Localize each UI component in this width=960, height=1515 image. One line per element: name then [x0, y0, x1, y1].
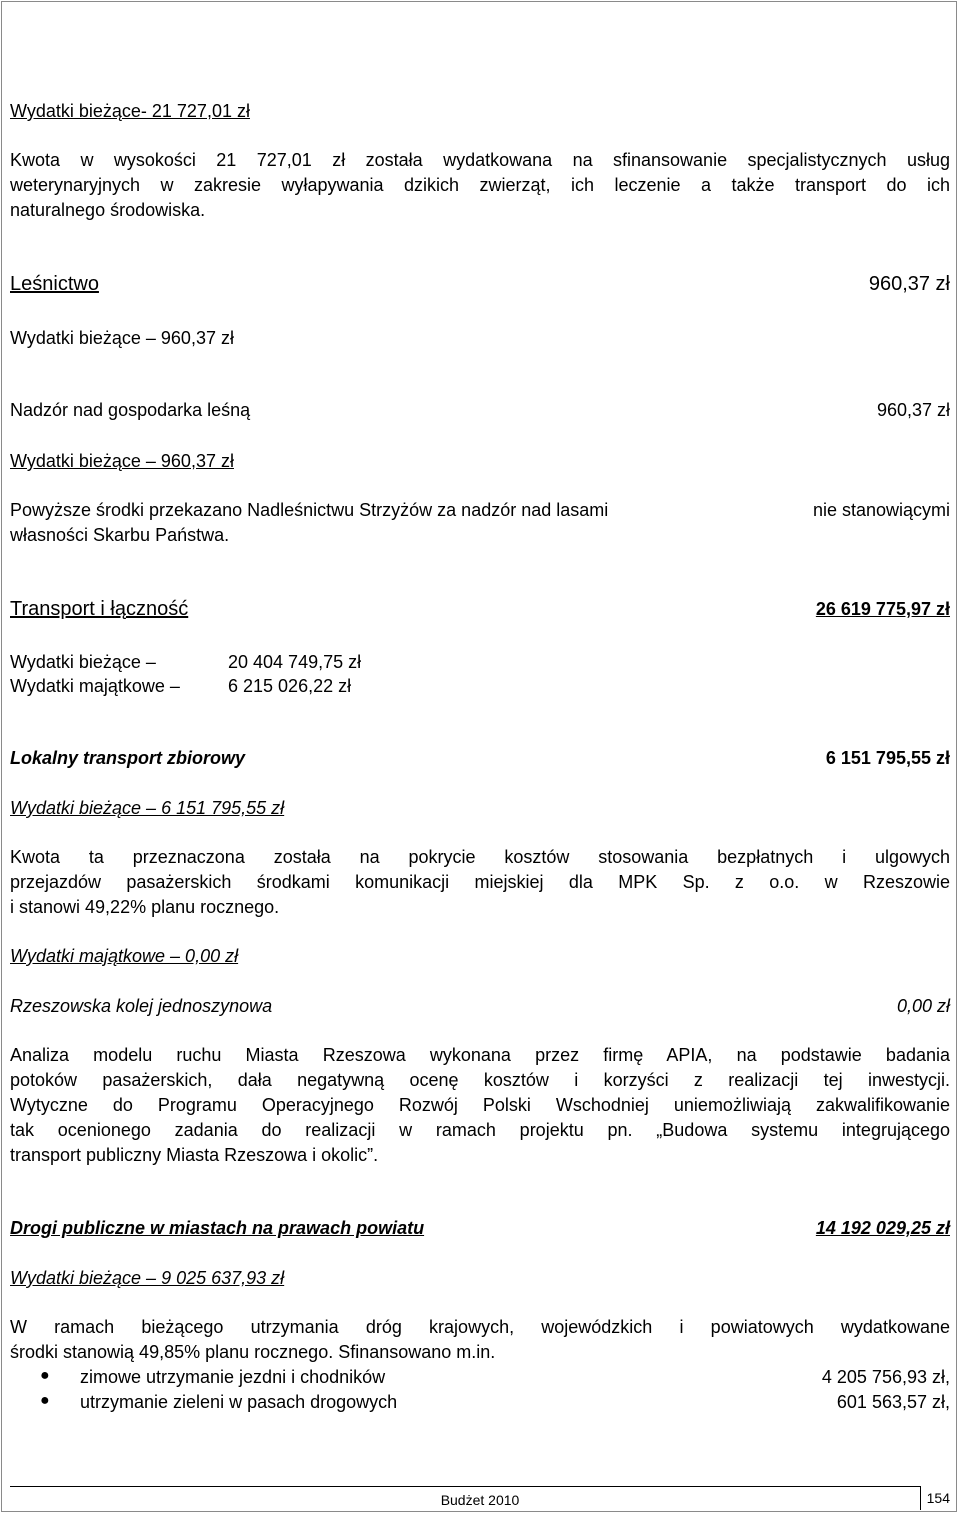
subsection-amount: 960,37 zł	[876, 400, 950, 420]
paragraph-line: przejazdów pasażerskich środkami komunikacji miejskiej dla MPK Sp. z o.o. w Rzeszowie	[10, 872, 950, 892]
paragraph-line: Analiza modelu ruchu Miasta Rzeszowa wykonana przez firmę APIA, na podstawie badania	[10, 1045, 950, 1065]
paragraph-line: Wytyczne do Programu Operacyjnego Rozwój Polski Wschodniej uniemożliwiają zakwalifikowanie	[10, 1095, 950, 1115]
subheading-wydatki: Wydatki bieżące – 9 025 637,93 zł	[10, 1268, 285, 1288]
paragraph-line: Kwota ta przeznaczona została na pokrycie kosztów stosowania bezpłatnych i ulgowych	[10, 847, 950, 867]
subheading-wydatki: Wydatki majątkowe – 0,00 zł	[10, 946, 239, 966]
bullet-item-amount: 4 205 756,93 zł,	[821, 1367, 950, 1387]
paragraph-text: Powyższe środki przekazano Nadleśnictwu Strzyżów za nadzór nad lasami	[10, 500, 609, 520]
section-amount: 26 619 775,97 zł	[815, 599, 950, 619]
paragraph-text: nie stanowiącymi	[812, 500, 950, 520]
subsection-amount: 6 151 795,55 zł	[825, 748, 950, 768]
subsection-title-kolej: Rzeszowska kolej jednoszynowa	[10, 996, 273, 1016]
section-title-drogi: Drogi publiczne w miastach na prawach powiatu	[10, 1218, 425, 1238]
expense-label: Wydatki bieżące –	[10, 652, 156, 672]
subheading-wydatki: Wydatki bieżące – 6 151 795,55 zł	[10, 798, 285, 818]
paragraph-line: Kwota w wysokości 21 727,01 zł została wydatkowana na sfinansowanie specjalistycznych usług	[10, 150, 950, 170]
paragraph-line: transport publiczny Miasta Rzeszowa i okolic”.	[10, 1145, 379, 1165]
bullet-item-amount: 601 563,57 zł,	[836, 1392, 950, 1412]
paragraph-line: naturalnego środowiska.	[10, 200, 206, 220]
bullet-item-label: utrzymanie zieleni w pasach drogowych	[80, 1392, 398, 1412]
subsection-amount: 0,00 zł	[896, 996, 950, 1016]
section-heading-row	[10, 597, 950, 621]
subheading-wydatki: Wydatki bieżące – 960,37 zł	[10, 451, 234, 471]
paragraph-line: własności Skarbu Państwa.	[10, 525, 230, 545]
footer-rule	[10, 1486, 920, 1487]
paragraph-line: W ramach bieżącego utrzymania dróg krajowych, wojewódzkich i powiatowych wydatkowane	[10, 1317, 950, 1337]
section-heading-wydatki-biezace: Wydatki bieżące- 21 727,01 zł	[10, 101, 250, 121]
subsection-title-nadzor: Nadzór nad gospodarka leśną	[10, 400, 251, 420]
section-heading-row	[10, 1216, 950, 1240]
subsection-heading-row	[10, 746, 950, 770]
expense-row	[10, 674, 950, 698]
section-title-lesnictwo: Leśnictwo	[10, 273, 99, 295]
paragraph-line: potoków pasażerskich, dała negatywną ocenę kosztów i korzyści z realizacji tej inwestycji.	[10, 1070, 950, 1090]
subsection-heading-row	[10, 994, 950, 1018]
bullet-icon: ●	[40, 1367, 50, 1384]
paragraph-line	[10, 498, 950, 522]
section-amount: 960,37 zł	[868, 273, 950, 295]
section-amount: 14 192 029,25 zł	[815, 1218, 950, 1238]
paragraph-line: weterynaryjnych w zakresie wyłapywania dzikich zwierząt, ich leczenie a także transport do ich	[10, 175, 950, 195]
page-number: 154	[926, 1490, 950, 1506]
paragraph-line: tak ocenionego zadania do realizacji w ramach projektu pn. „Budowa systemu integrującego	[10, 1120, 950, 1140]
expense-value: 20 404 749,75 zł	[228, 652, 362, 672]
expense-value: 6 215 026,22 zł	[228, 676, 352, 696]
expense-row	[10, 650, 950, 674]
paragraph-line: i stanowi 49,22% planu rocznego.	[10, 897, 280, 917]
paragraph-line: środki stanowią 49,85% planu rocznego. Sfinansowano m.in.	[10, 1342, 496, 1362]
expense-label: Wydatki majątkowe –	[10, 676, 180, 696]
subsection-heading-row	[10, 398, 950, 422]
bullet-item-label: zimowe utrzymanie jezdni i chodników	[80, 1367, 386, 1387]
subsection-title-lokalny: Lokalny transport zbiorowy	[10, 748, 246, 768]
bullet-icon: ●	[40, 1392, 50, 1409]
footer-title: Budżet 2010	[440, 1492, 520, 1508]
subheading-wydatki: Wydatki bieżące – 960,37 zł	[10, 328, 234, 348]
section-heading-row	[10, 272, 950, 296]
section-title-transport: Transport i łączność	[10, 598, 189, 620]
